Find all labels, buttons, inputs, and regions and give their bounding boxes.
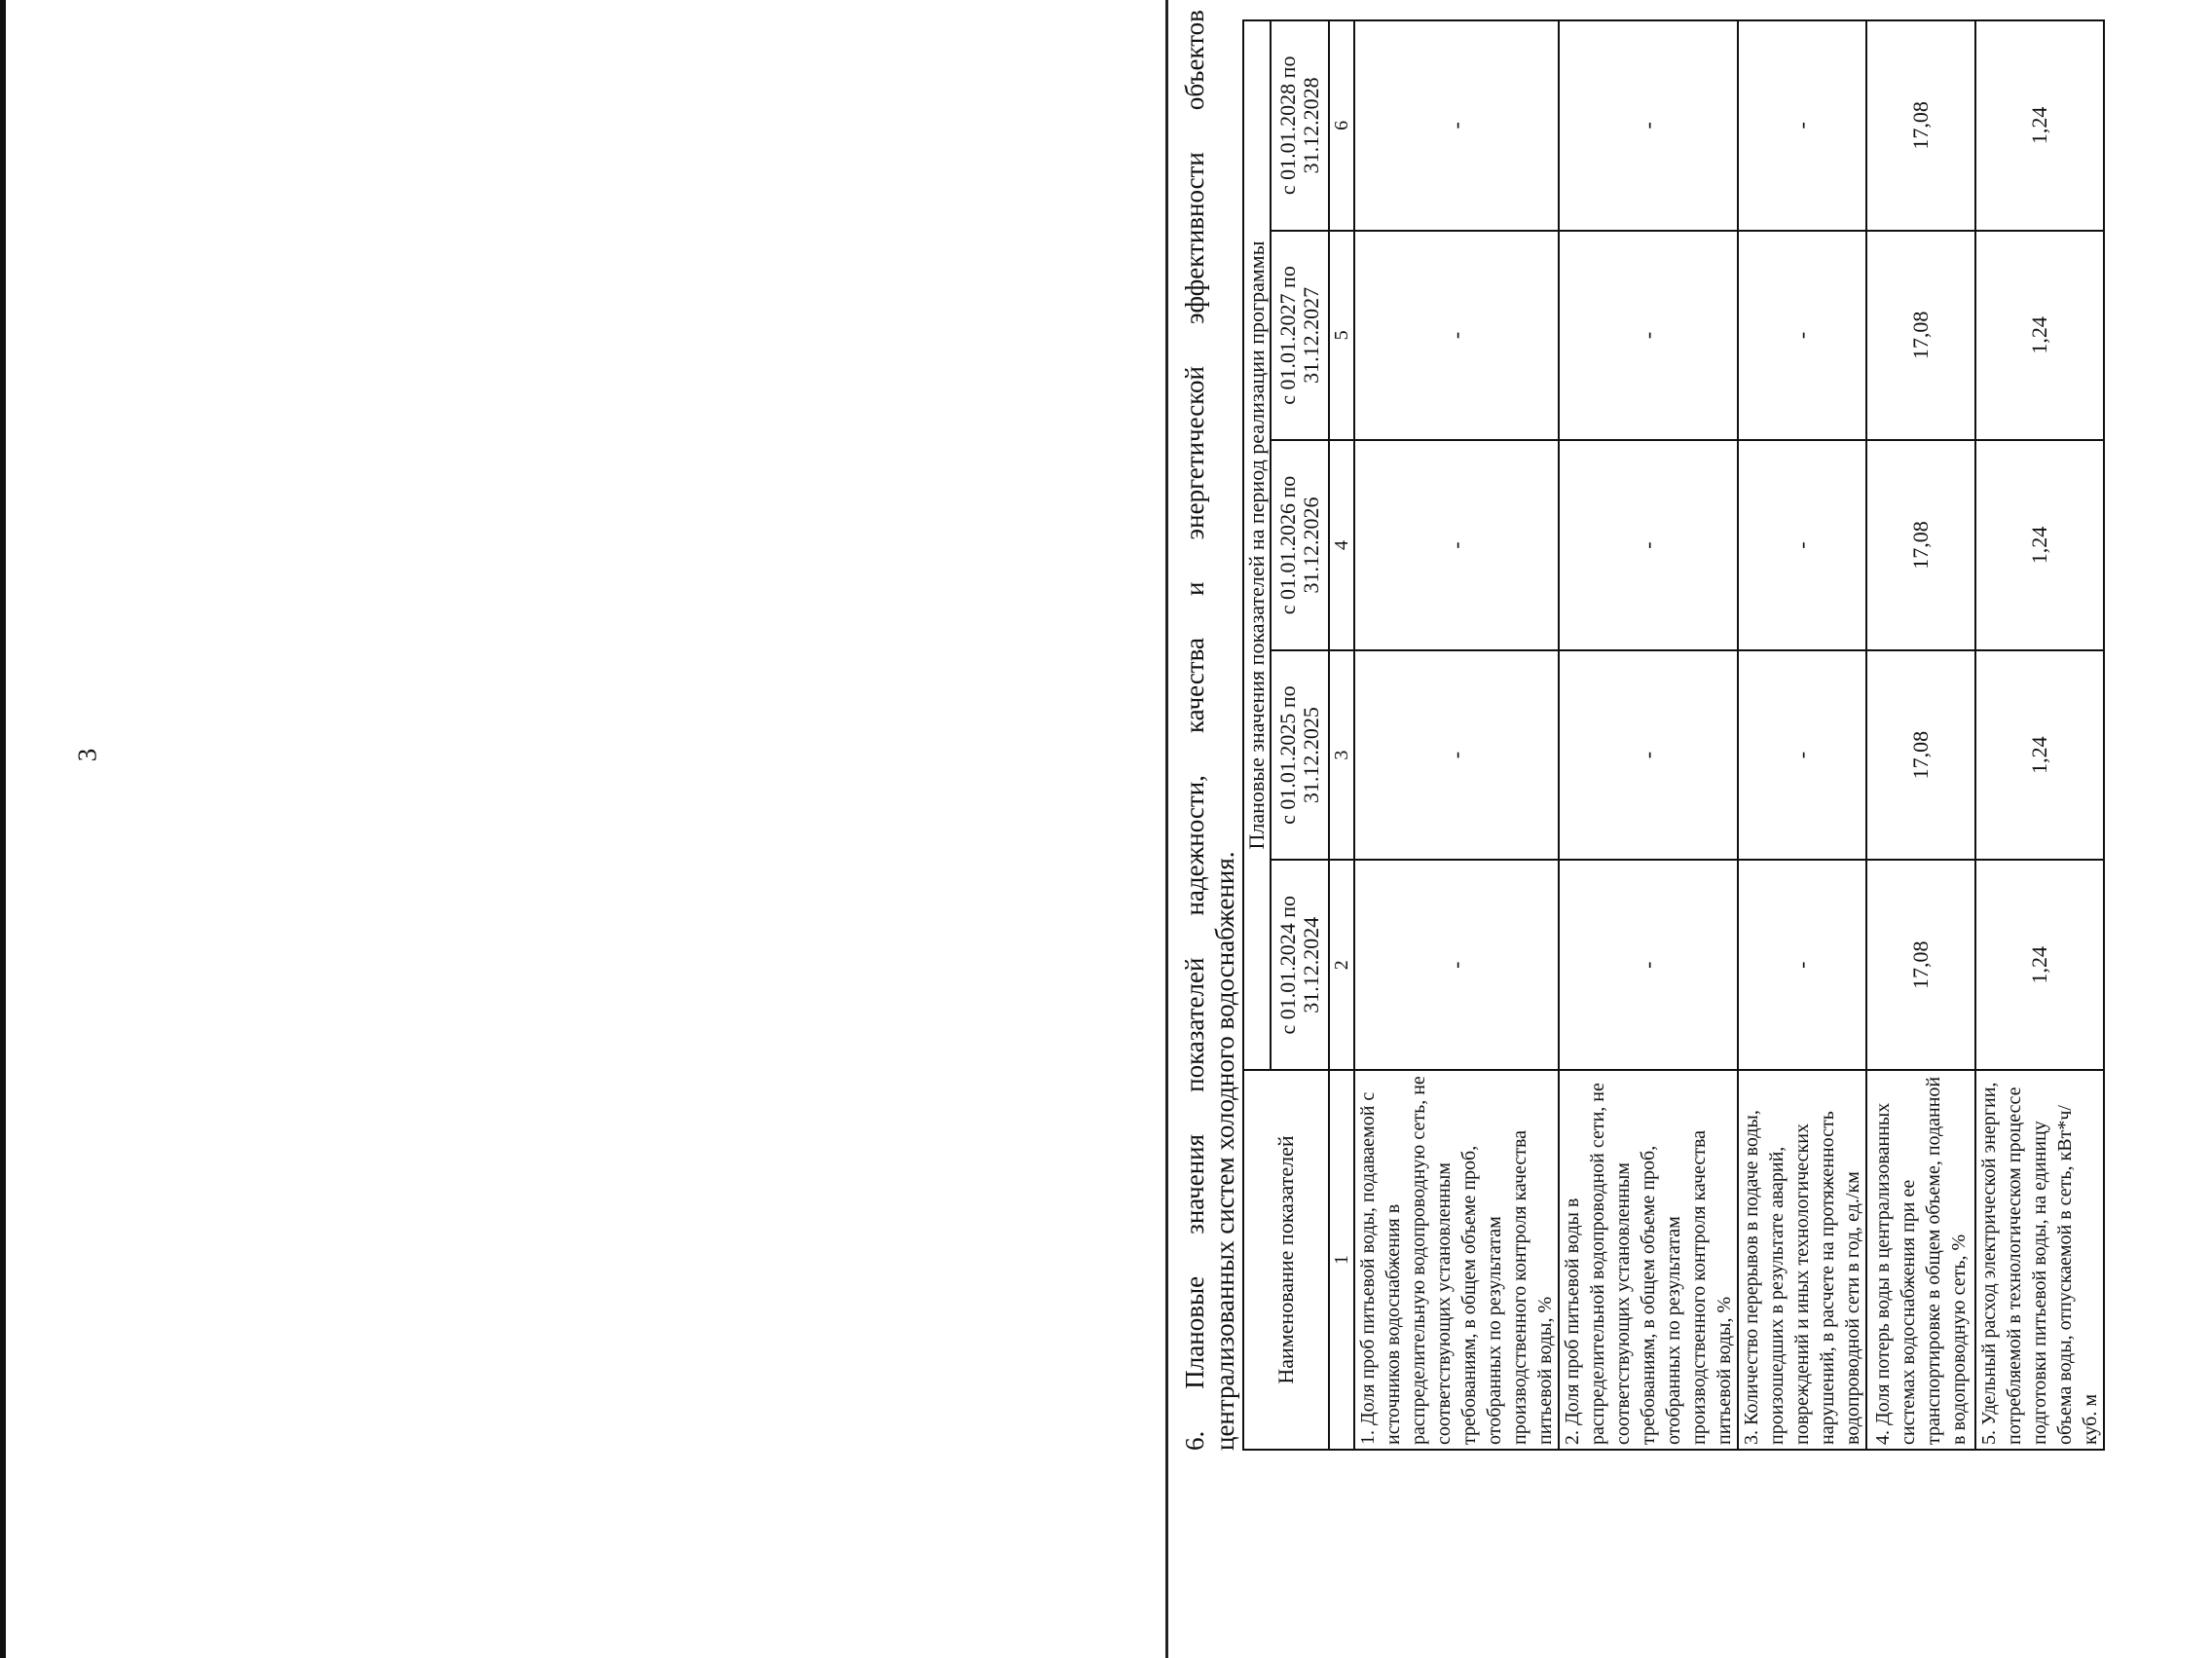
table-row — [1559, 20, 1738, 1450]
table-row — [1866, 20, 1975, 1450]
indicator-value: 1,24 — [1975, 20, 2104, 231]
indicator-value: - — [1559, 231, 1738, 441]
column-number: 3 — [1329, 650, 1354, 861]
indicator-value: 1,24 — [1975, 440, 2104, 650]
indicator-name: 2. Доля проб питьевой воды в распределительной водопроводной сети, не соответствующих установленным требованиям, в общем объеме проб, отобранных по результатам производственного контроля качества питьевой воды, % — [1559, 1070, 1738, 1450]
year-header: с 01.01.2026 по 31.12.2026 — [1271, 440, 1329, 650]
indicator-name: 1. Доля проб питьевой воды, подаваемой с источников водоснабжения в распределительную водопроводную сеть, не соответствующих установленным требованиям, в общем объеме проб, отобранных по результатам производственного контроля качества питьевой воды, % — [1354, 1070, 1559, 1450]
heading-word: эффективности — [1180, 152, 1209, 324]
indicator-value: - — [1559, 440, 1738, 650]
table-row — [1975, 20, 2104, 1450]
indicator-value: 17,08 — [1866, 231, 1975, 441]
indicator-value: 17,08 — [1866, 20, 1975, 231]
period-header: Плановые значения показателей на период реализации программы — [1243, 20, 1271, 1070]
column-number-row — [1329, 20, 1354, 1450]
scan-edge-left — [0, 0, 6, 1658]
table-row — [1354, 20, 1559, 1450]
indicator-value: 17,08 — [1866, 860, 1975, 1070]
heading-word: качества — [1180, 638, 1209, 734]
table-row — [1738, 20, 1866, 1450]
indicators-table — [1242, 19, 2105, 1451]
indicator-value: - — [1354, 440, 1559, 650]
column-number: 5 — [1329, 231, 1354, 441]
indicator-value: - — [1738, 650, 1866, 861]
heading-word: показателей — [1180, 957, 1209, 1092]
heading-line-1 — [1180, 10, 1210, 1451]
heading-word: Плановые — [1180, 1275, 1209, 1389]
indicator-value: - — [1738, 20, 1866, 231]
indicator-value: - — [1559, 860, 1738, 1070]
heading-word: 6. — [1180, 1430, 1209, 1451]
indicator-value: 1,24 — [1975, 860, 2104, 1070]
indicator-name: 4. Доля потерь воды в централизованных системах водоснабжения при ее транспортировке в общем объеме, поданной в водопроводную сеть, % — [1866, 1070, 1975, 1450]
year-header: с 01.01.2027 по 31.12.2027 — [1271, 231, 1329, 441]
header-row-1 — [1243, 20, 1271, 1450]
heading-word: энергетической — [1180, 366, 1209, 540]
indicator-value: - — [1738, 860, 1866, 1070]
year-header: с 01.01.2025 по 31.12.2025 — [1271, 650, 1329, 861]
indicator-value: 17,08 — [1866, 650, 1975, 861]
indicator-value: - — [1354, 20, 1559, 231]
indicator-name: 5. Удельный расход электрической энергии, потребляемой в технологическом процессе подготовки питьевой воды, на единицу объема воды, отпускаемой в сеть, кВт*ч/куб. м — [1975, 1070, 2104, 1450]
column-number: 4 — [1329, 440, 1354, 650]
page-number: 3 — [72, 748, 102, 762]
indicator-value: 17,08 — [1866, 440, 1975, 650]
year-header: с 01.01.2024 по 31.12.2024 — [1271, 860, 1329, 1070]
indicator-value: 1,24 — [1975, 231, 2104, 441]
year-header: с 01.01.2028 по 31.12.2028 — [1271, 20, 1329, 231]
heading-word: надежности, — [1180, 775, 1209, 916]
indicator-value: - — [1559, 20, 1738, 231]
column-number: 6 — [1329, 20, 1354, 231]
indicator-value: - — [1559, 650, 1738, 861]
section-heading — [1180, 10, 1240, 1451]
indicator-value: - — [1354, 860, 1559, 1070]
indicator-value: - — [1354, 231, 1559, 441]
column-number: 1 — [1329, 1070, 1354, 1450]
indicator-value: 1,24 — [1975, 650, 2104, 861]
indicator-name: 3. Количество перерывов в подаче воды, произошедших в результате аварий, повреждений и иных технологических нарушений, в расчете на протяженность водопроводной сети в год, ед./км — [1738, 1070, 1866, 1450]
indicator-value: - — [1738, 231, 1866, 441]
heading-word: и — [1180, 581, 1209, 596]
column-number: 2 — [1329, 860, 1354, 1070]
rotated-sheet — [1180, 10, 2212, 1451]
scan-edge-right — [1165, 0, 1168, 1658]
heading-word: значения — [1180, 1133, 1209, 1234]
heading-line-2: централизованных систем холодного водоснабжения. — [1210, 851, 1239, 1451]
indicator-value: - — [1354, 650, 1559, 861]
name-column-header: Наименование показателей — [1243, 1070, 1329, 1450]
heading-word: объектов — [1180, 10, 1209, 111]
indicator-value: - — [1738, 440, 1866, 650]
